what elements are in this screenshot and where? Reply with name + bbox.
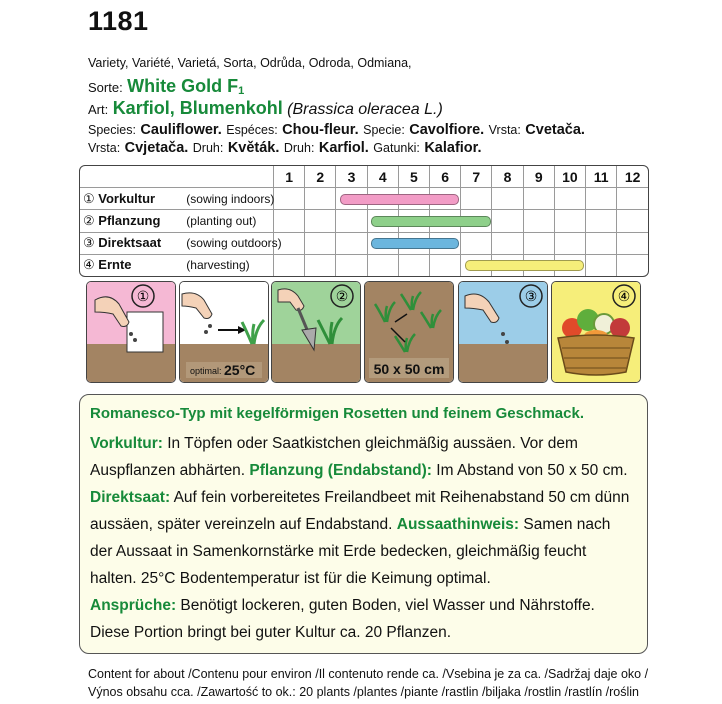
instructions-paragraph-vorkultur	[80, 430, 647, 484]
art-latin: (Brassica oleracea L.)	[287, 101, 443, 118]
calendar-corner	[80, 166, 274, 188]
row-label	[80, 210, 274, 232]
month-label: 7	[461, 166, 492, 188]
pictogram-harvesting	[551, 281, 641, 383]
step-badge: ③	[524, 288, 538, 304]
sorte-row	[88, 76, 244, 97]
species-value: Květák.	[227, 140, 280, 156]
product-code: 1181	[88, 6, 149, 36]
step-name: Pflanzung	[98, 212, 161, 228]
art-label: Art:	[88, 102, 109, 117]
month-label: 5	[398, 166, 429, 188]
spacing-label: 50 x 50 cm	[373, 361, 445, 377]
temp-label: optimal:	[190, 366, 222, 376]
instructions-paragraph-ansprueche	[80, 592, 647, 646]
species-label: Gatunki:	[373, 141, 420, 155]
month-label: 1	[274, 166, 305, 188]
variety-line: Variety, Variété, Varietá, Sorta, Odrůda, Odroda, Odmiana,	[88, 56, 412, 70]
text: Benötigt lockeren, guten Boden, viel Wasser und Nährstoffe. Diese Portion bringt bei guter Kultur ca. 20 Pflanzen.	[90, 597, 595, 641]
step-badge: ②	[335, 288, 349, 304]
species-label: Specie:	[363, 123, 405, 137]
species-value: Cauliflower.	[140, 122, 222, 138]
calendar-row-pflanzung	[80, 210, 648, 232]
species-label: Vrsta:	[88, 141, 121, 155]
row-label	[80, 254, 274, 276]
calendar-header-row	[80, 166, 648, 188]
species-value: Cvetača.	[525, 122, 585, 138]
species-value: Cavolfiore.	[409, 122, 485, 138]
step-name: Direktsaat	[98, 235, 162, 251]
step-number: ①	[83, 190, 95, 206]
keyword: Ansprüche:	[90, 597, 177, 614]
keyword: Aussaathinweis:	[396, 516, 520, 533]
species-value: Chou-fleur.	[282, 122, 359, 138]
keyword: Vorkultur:	[90, 435, 163, 452]
calendar-row-vorkultur	[80, 188, 648, 210]
species-value: Kalafior.	[424, 140, 482, 156]
species-label: Vrsta:	[488, 123, 521, 137]
pictogram-sowing-indoors	[86, 281, 176, 383]
month-label: 10	[554, 166, 585, 188]
text: Auf fein vorbereitetes Freilandbeet mit Reihenabstand 50 cm dünn aussäen, später vereinzeln auf Endabstand.	[90, 489, 630, 533]
step-badge: ④	[617, 288, 631, 304]
species-line-2	[88, 139, 482, 157]
row-label	[80, 232, 282, 254]
month-label: 11	[586, 166, 617, 188]
pictogram-sowing-outdoors	[458, 281, 548, 383]
calendar-row-direktsaat	[80, 232, 648, 254]
month-label: 2	[305, 166, 336, 188]
pictogram-spacing	[364, 281, 454, 383]
month-label: 4	[367, 166, 398, 188]
species-line-1	[88, 121, 585, 139]
step-name: Ernte	[98, 257, 132, 273]
species-label: Species:	[88, 123, 136, 137]
sorte-value: White Gold F	[127, 76, 239, 96]
art-row	[88, 98, 443, 119]
sorte-sub: 1	[238, 85, 245, 97]
month-label: 9	[523, 166, 554, 188]
pictogram-planting-out	[271, 281, 361, 383]
month-label: 3	[336, 166, 367, 188]
step-english: (sowing indoors)	[186, 191, 275, 206]
sowing-calendar	[79, 165, 649, 277]
text: In Töpfen oder Saatkistchen gleichmäßig aussäen. Vor dem Auspflanzen abhärten.	[90, 435, 578, 479]
art-value: Karfiol, Blumenkohl	[112, 98, 283, 118]
month-label: 12	[617, 166, 648, 188]
species-value: Cvjetača.	[124, 140, 189, 156]
step-name: Vorkultur	[98, 190, 156, 206]
instructions-box	[79, 394, 648, 654]
step-number: ③	[83, 235, 95, 251]
step-english: (planting out)	[186, 213, 257, 228]
keyword: Pflanzung (Endabstand):	[249, 462, 432, 479]
calendar-row-ernte	[80, 254, 648, 276]
step-english: (harvesting)	[186, 258, 250, 273]
step-badge: ①	[136, 288, 150, 304]
step-number: ②	[83, 212, 95, 228]
instructions-title: Romanesco-Typ mit kegelförmigen Rosetten und feinem Geschmack.	[90, 405, 585, 422]
step-number: ④	[83, 257, 95, 273]
temp-value: 25°C	[224, 362, 256, 378]
species-label: Druh:	[192, 141, 224, 155]
footer-line-2: Výnos obsahu cca. /Zawartość to ok.: 20 plants /plantes /piante /rastlin /biljaka /rostlin /rastlín /roślin	[88, 685, 639, 699]
text: Samen nach der Aussaat in Samenkornstärke mit Erde bedecken, gleichmäßig feucht halten. 25°C Bodentemperatur ist für die Keimung optimal.	[90, 516, 611, 587]
species-value: Karfiol.	[318, 140, 369, 156]
species-label: Druh:	[283, 141, 315, 155]
text: Im Abstand von 50 x 50 cm.	[431, 462, 628, 479]
month-label: 6	[430, 166, 461, 188]
row-label	[80, 188, 274, 210]
keyword: Direktsaat:	[90, 489, 171, 506]
species-label: Espéces:	[226, 123, 278, 137]
sorte-label: Sorte:	[88, 80, 123, 95]
instructions-paragraph-direktsaat	[80, 484, 647, 592]
footer-line-1: Content for about /Contenu pour environ /Il contenuto rende ca. /Vsebina je za ca. /Sadržaj daje oko /	[88, 667, 649, 681]
step-english: (sowing outdoors)	[186, 236, 282, 251]
month-label: 8	[492, 166, 523, 188]
pictogram-germination	[179, 281, 269, 383]
